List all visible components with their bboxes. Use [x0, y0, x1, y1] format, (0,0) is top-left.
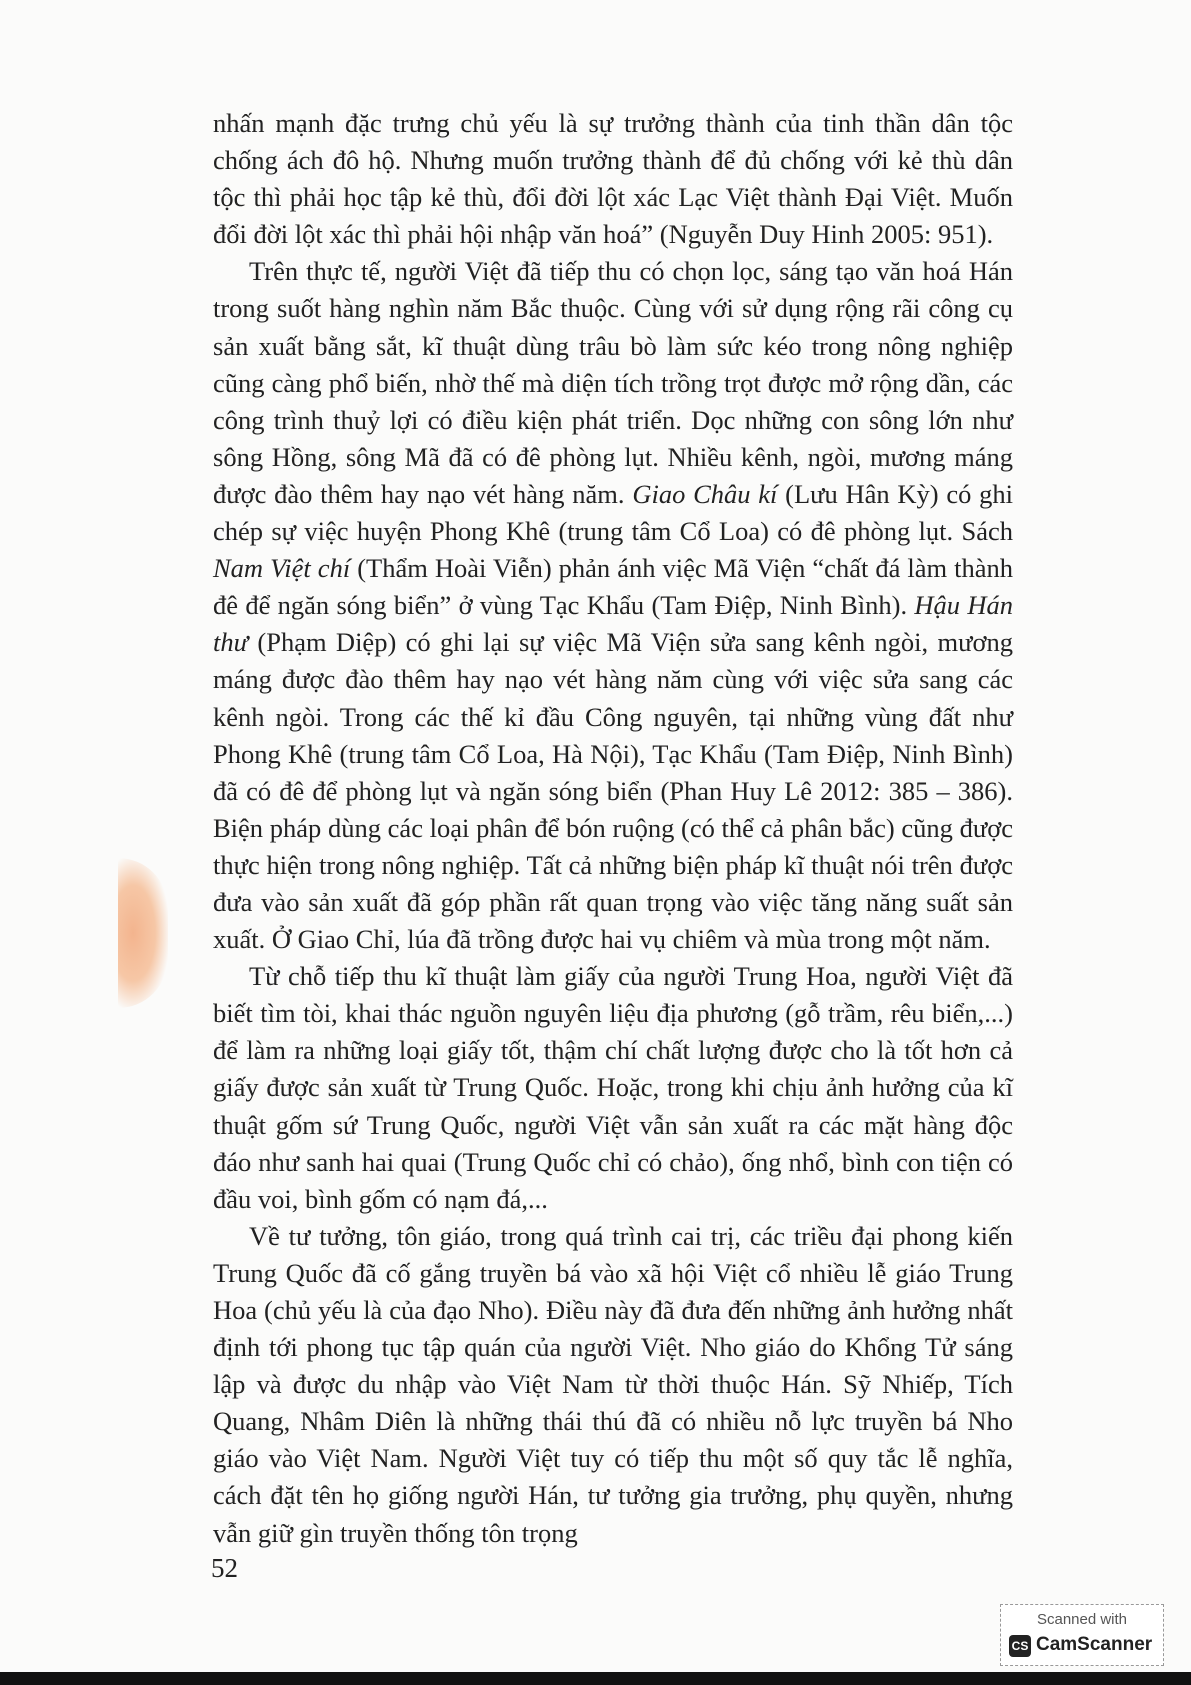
paragraph — [213, 105, 1013, 253]
body-text — [213, 105, 1013, 1552]
page-number: 52 — [211, 1553, 238, 1583]
text-segment: Trên thực tế, người Việt đã tiếp thu có chọn lọc, sáng tạo văn hoá Hán trong suốt hàng nghìn năm Bắc thuộc. Cùng với sử dụng rộng rãi công cụ sản xuất bằng sắt, kĩ thuật dùng trâu bò làm sức kéo trong nông nghiệp cũng càng phổ biến, nhờ thế mà diện tích trồng trọt được mở rộng dần, các công trình thuỷ lợi có điều kiện phát triển. Dọc những con sông lớn như sông Hồng, sông Mã đã có đê phòng lụt. Nhiều kênh, ngòi, mương máng được đào thêm hay nạo vét hàng năm. — [213, 256, 1013, 509]
finger-thumb-artifact — [118, 858, 168, 1008]
scan-bottom-edge — [0, 1672, 1191, 1685]
book-title: Hậu Hán thư — [213, 590, 1013, 658]
text-segment: Từ chỗ tiếp thu kĩ thuật làm giấy của người Trung Hoa, người Việt đã biết tìm tòi, khai thác nguồn nguyên liệu địa phương (gỗ trầm, rêu biển,...) để làm ra những loại giấy tốt, thậm chí chất lượng được cho là tốt hơn cả giấy được sản xuất từ Trung Quốc. Hoặc, trong khi chịu ảnh hưởng của kĩ thuật gốm sứ Trung Quốc, người Việt vẫn sản xuất ra các mặt hàng độc đáo như sanh hai quai (Trung Quốc chỉ có chảo), ống nhổ, bình con tiện có đầu voi, bình gốm có nạm đá,... — [213, 961, 1013, 1214]
camscanner-name: CamScanner — [1036, 1634, 1153, 1655]
paragraph — [213, 1218, 1013, 1552]
text-segment: (Lưu Hân Kỳ) có ghi chép sự việc huyện Phong Khê (trung tâm Cổ Loa) có đê phòng lụt. Sách — [213, 478, 1013, 547]
paragraph — [213, 253, 1013, 958]
paragraph — [213, 958, 1013, 1218]
text-segment: (Thẩm Hoài Viễn) phản ánh việc Mã Viện “chất đá làm thành đê để ngăn sóng biển” ở vùng Tạc Khẩu (Tam Điệp, Ninh Bình). — [213, 553, 1013, 621]
camscanner-caption: Scanned with — [1036, 1611, 1128, 1628]
book-title: Giao Châu kí — [632, 478, 778, 509]
text-segment: (Phạm Diệp) có ghi lại sự việc Mã Viện sửa sang kênh ngòi, mương máng được đào thêm hay nạo vét hàng năm cùng với việc sửa sang các kênh ngòi. Trong các thế kỉ đầu Công nguyên, tại những vùng đất như Phong Khê (trung tâm Cổ Loa, Hà Nội), Tạc Khẩu (Tam Điệp, Ninh Bình) đã có đê để phòng lụt và ngăn sóng biển (Phan Huy Lê 2012: 385 – 386). Biện pháp dùng các loại phân để bón ruộng (có thể cả phân bắc) cũng được thực hiện trong nông nghiệp. Tất cả những biện pháp kĩ thuật nói trên được đưa vào sản xuất đã góp phần rất quan trọng vào việc tăng năng suất sản xuất. Ở Giao Chỉ, lúa đã trồng được hai vụ chiêm và mùa trong một năm. — [213, 627, 1013, 955]
camscanner-watermark — [1000, 1604, 1164, 1666]
book-title: Nam Việt chí — [213, 553, 351, 584]
text-segment: Về tư tưởng, tôn giáo, trong quá trình cai trị, các triều đại phong kiến Trung Quốc đã cố gắng truyền bá vào xã hội Việt cổ nhiều lễ giáo Trung Hoa (chủ yếu là của đạo Nho). Điều này đã đưa đến những ảnh hưởng nhất định tới phong tục tập quán của người Việt. Nho giáo do Khổng Tử sáng lập và được du nhập vào Việt Nam từ thời thuộc Hán. Sỹ Nhiếp, Tích Quang, Nhâm Diên là những thái thú đã có nhiều nỗ lực truyền bá Nho giáo vào Việt Nam. Người Việt tuy có tiếp thu một số quy tắc lễ nghĩa, cách đặt tên họ giống người Hán, tư tưởng gia trưởng, phụ quyền, nhưng vẫn giữ gìn truyền thống tôn trọng — [213, 1220, 1013, 1548]
text-segment: nhấn mạnh đặc trưng chủ yếu là sự trưởng thành của tinh thần dân tộc chống ách đô hộ. Nhưng muốn trưởng thành để đủ chống với kẻ thù dân tộc thì phải học tập kẻ thù, đổi đời lột xác Lạc Việt thành Đại Việt. Muốn đổi đời lột xác thì phải hội nhập văn hoá” (Nguyễn Duy Hinh 2005: 951). — [213, 108, 1013, 250]
camscanner-logo-icon: CS — [1009, 1635, 1031, 1657]
